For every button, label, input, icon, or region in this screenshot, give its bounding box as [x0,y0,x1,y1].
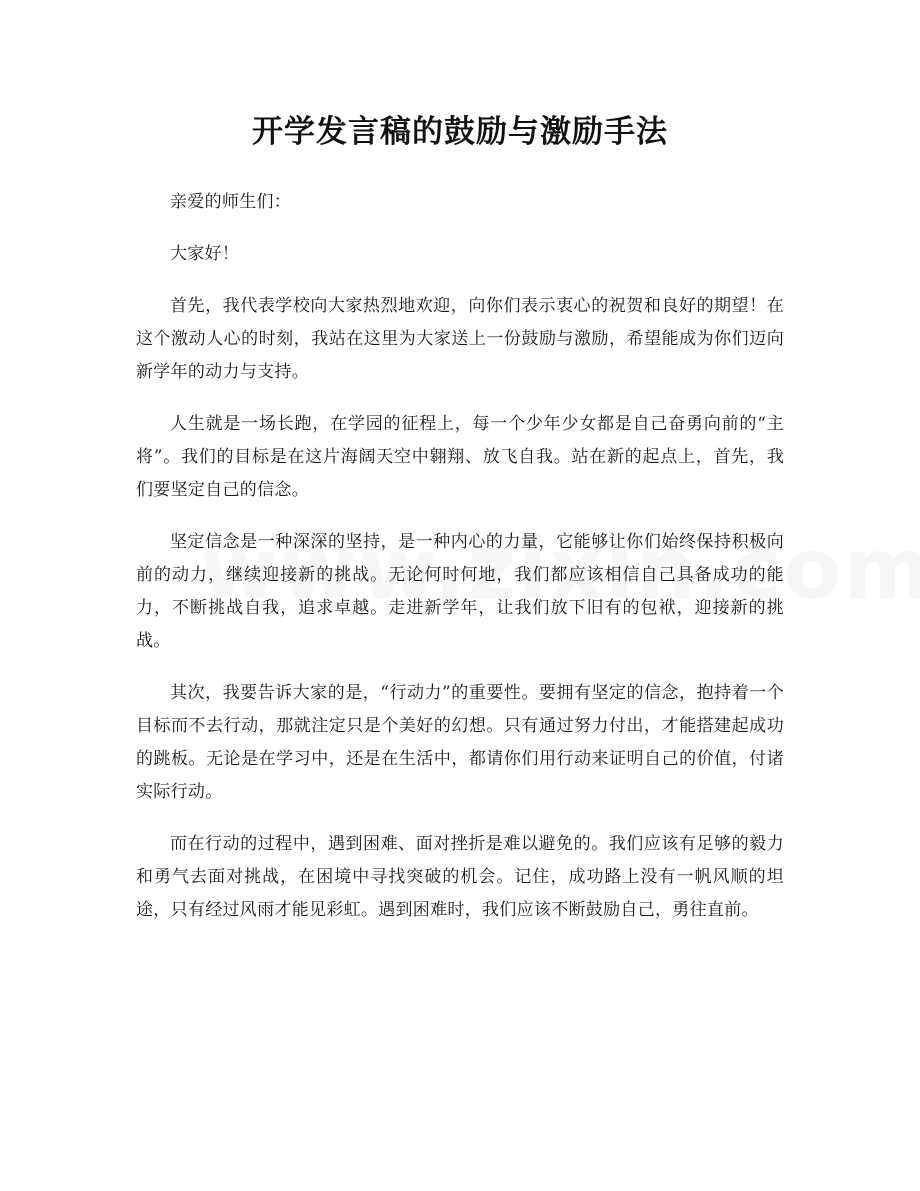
paragraph-long-run: 人生就是一场长跑，在学园的征程上，每一个少年少女都是自己奋勇向前的“主将”。我们的目标是在这片海阔天空中翱翔、放飞自我。站在新的起点上，首先，我们要坚定自己的信念。 [136,414,784,500]
greeting: 大家好！ [170,244,240,264]
document-body [136,186,784,946]
paragraph-perseverance: 而在行动的过程中，遇到困难、面对挫折是难以避免的。我们应该有足够的毅力和勇气去面对挑战，在困境中寻找突破的机会。记住，成功路上没有一帆风顺的坦途，只有经过风雨才能见彩虹。遇到困难时，我们应该不断鼓励自己，勇往直前。 [136,834,784,920]
paragraph-welcome: 首先，我代表学校向大家热烈地欢迎，向你们表示衷心的祝贺和良好的期望！在这个激动人心的时刻，我站在这里为大家送上一份鼓励与激励，希望能成为你们迈向新学年的动力与支持。 [136,296,784,382]
salutation: 亲爱的师生们： [170,192,292,212]
paragraph-action: 其次，我要告诉大家的是，“行动力”的重要性。要拥有坚定的信念，抱持着一个目标而不去行动，那就注定只是个美好的幻想。只有通过努力付出，才能搭建起成功的跳板。无论是在学习中，还是在生活中，都请你们用行动来证明自己的价值，付诸实际行动。 [136,683,784,802]
document-title: 开学发言稿的鼓励与激励手法 [252,114,668,150]
paragraph-belief: 坚定信念是一种深深的坚持，是一种内心的力量，它能够让你们始终保持积极向前的动力，继续迎接新的挑战。无论何时何地，我们都应该相信自己具备成功的能力，不断挑战自我，追求卓越。走进新学年，让我们放下旧有的包袱，迎接新的挑战。 [136,532,784,651]
